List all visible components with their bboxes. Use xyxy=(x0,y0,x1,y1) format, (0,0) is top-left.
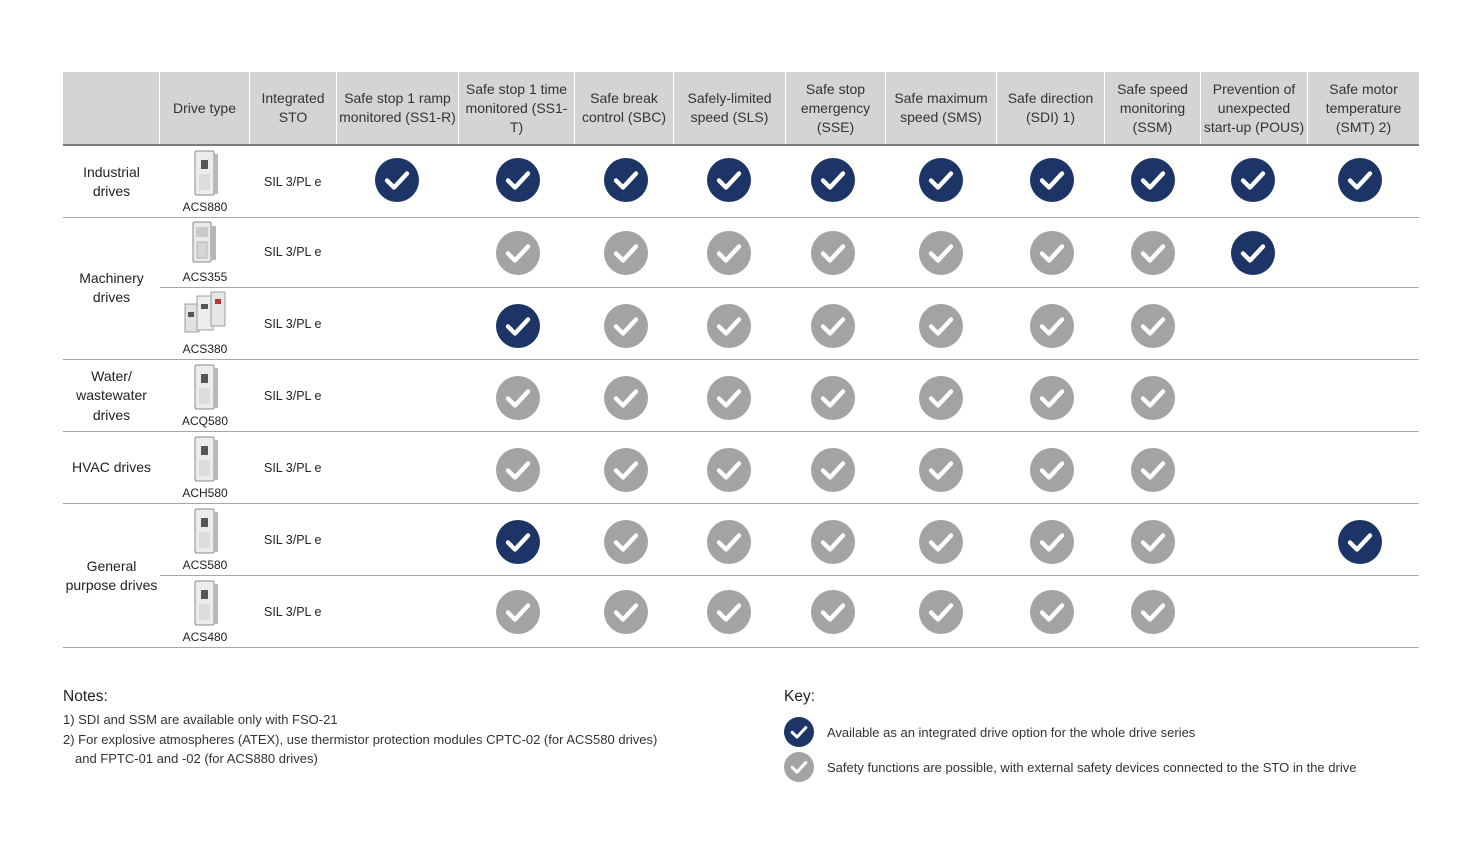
check-circle-dark-icon xyxy=(707,158,751,202)
check-circle-grey-icon xyxy=(811,376,855,420)
note-2: 2) For explosive atmospheres (ATEX), use thermistor protection modules CPTC-02 (for ACS580 drives) xyxy=(63,731,658,747)
check-circle-grey-icon xyxy=(496,376,540,420)
key-title: Key: xyxy=(784,688,816,705)
notes-title: Notes: xyxy=(63,688,108,705)
drive-model-label: ACH580 xyxy=(182,486,228,500)
check-circle-grey-icon xyxy=(496,590,540,634)
header-divider xyxy=(63,144,1419,146)
check-circle-dark-icon xyxy=(496,158,540,202)
check-circle-dark-icon xyxy=(784,717,814,747)
check-circle-dark-icon xyxy=(1231,231,1275,275)
check-circle-grey-icon xyxy=(1131,448,1175,492)
check-circle-grey-icon xyxy=(604,590,648,634)
header-cell: Safe break control (SBC) xyxy=(575,72,674,144)
integrated-sto-value: SIL 3/PL e xyxy=(264,461,322,475)
check-circle-grey-icon xyxy=(707,448,751,492)
drive-model-label: ACS380 xyxy=(182,342,228,356)
check-circle-grey-icon xyxy=(707,231,751,275)
check-circle-grey-icon xyxy=(919,231,963,275)
drive-model-label: ACS355 xyxy=(182,270,228,284)
drive-image xyxy=(182,218,228,275)
check-circle-grey-icon xyxy=(604,376,648,420)
row-group-label: Water/ wastewater drives xyxy=(76,367,147,423)
check-circle-grey-icon xyxy=(919,376,963,420)
row-group-label: HVAC drives xyxy=(71,459,152,476)
check-circle-grey-icon xyxy=(811,231,855,275)
check-circle-grey-icon xyxy=(811,448,855,492)
check-circle-dark-icon xyxy=(496,304,540,348)
header-cell: Safely-limited speed (SLS) xyxy=(674,72,786,144)
check-circle-grey-icon xyxy=(919,520,963,564)
row-divider xyxy=(63,503,1419,504)
check-circle-grey-icon xyxy=(1030,376,1074,420)
check-circle-dark-icon xyxy=(496,520,540,564)
check-circle-dark-icon xyxy=(811,158,855,202)
check-circle-grey-icon xyxy=(604,520,648,564)
check-circle-dark-icon xyxy=(1030,158,1074,202)
integrated-sto-value: SIL 3/PL e xyxy=(264,175,322,189)
drive-model-label: ACQ580 xyxy=(181,414,229,428)
check-circle-grey-icon xyxy=(496,448,540,492)
check-circle-dark-icon xyxy=(1338,520,1382,564)
header-cell: Integrated STO xyxy=(250,72,337,144)
check-circle-dark-icon xyxy=(604,158,648,202)
header-cell: Prevention of unexpected start-up (POUS) xyxy=(1201,72,1308,144)
check-circle-grey-icon xyxy=(1131,520,1175,564)
integrated-sto-value: SIL 3/PL e xyxy=(264,389,322,403)
row-group-label: General purpose drives xyxy=(65,557,158,593)
header-cell: Safe direction (SDI) 1) xyxy=(997,72,1105,144)
drive-image xyxy=(182,148,228,205)
header-cell: Safe speed monitoring (SSM) xyxy=(1105,72,1201,144)
row-group-label: Machinery drives xyxy=(79,269,144,305)
key-section xyxy=(784,688,1424,775)
check-circle-grey-icon xyxy=(707,590,751,634)
check-circle-dark-icon xyxy=(1231,158,1275,202)
drive-model-label: ACS480 xyxy=(182,630,228,644)
check-circle-grey-icon xyxy=(1030,448,1074,492)
row-divider xyxy=(63,431,1419,432)
check-circle-dark-icon xyxy=(919,158,963,202)
check-circle-grey-icon xyxy=(707,376,751,420)
check-circle-dark-icon xyxy=(375,158,419,202)
check-circle-grey-icon xyxy=(604,304,648,348)
check-circle-grey-icon xyxy=(1131,231,1175,275)
check-circle-grey-icon xyxy=(1030,520,1074,564)
check-circle-grey-icon xyxy=(811,304,855,348)
check-circle-grey-icon xyxy=(496,231,540,275)
header-cell: Safe maximum speed (SMS) xyxy=(886,72,997,144)
notes-section xyxy=(63,688,763,769)
key-item-full xyxy=(784,717,1195,747)
note-2-cont: and FPTC-01 and -02 (for ACS880 drives) xyxy=(75,751,318,766)
integrated-sto-value: SIL 3/PL e xyxy=(264,533,322,547)
header-cell: Drive type xyxy=(160,72,250,144)
integrated-sto-value: SIL 3/PL e xyxy=(264,605,322,619)
key-full-label: Available as an integrated drive option for the whole drive series xyxy=(827,724,1196,740)
check-circle-grey-icon xyxy=(919,448,963,492)
header-cell: Safe motor temperature (SMT) 2) xyxy=(1325,80,1402,135)
check-circle-grey-icon xyxy=(707,304,751,348)
integrated-sto-value: SIL 3/PL e xyxy=(264,245,322,259)
check-circle-grey-icon xyxy=(604,448,648,492)
check-circle-grey-icon xyxy=(1131,376,1175,420)
key-ext-label: Safety functions are possible, with external safety devices connected to the STO in the drive xyxy=(827,759,1357,775)
row-divider xyxy=(160,575,1419,576)
row-divider xyxy=(63,217,1419,218)
row-divider xyxy=(63,359,1419,360)
row-divider xyxy=(63,647,1419,648)
drive-image xyxy=(182,434,228,491)
drive-image xyxy=(182,578,228,635)
note-1: 1) SDI and SSM are available only with FSO-21 xyxy=(63,712,338,727)
drive-model-label: ACS880 xyxy=(182,200,228,214)
check-circle-grey-icon xyxy=(1030,304,1074,348)
check-circle-grey-icon xyxy=(811,590,855,634)
drive-image xyxy=(182,290,228,347)
check-circle-grey-icon xyxy=(1131,590,1175,634)
check-circle-dark-icon xyxy=(1131,158,1175,202)
check-circle-grey-icon xyxy=(1131,304,1175,348)
check-circle-grey-icon xyxy=(919,590,963,634)
check-circle-grey-icon xyxy=(1030,590,1074,634)
header-cell: Safe stop emergency (SSE) xyxy=(786,72,886,144)
header-cell-group xyxy=(63,72,160,144)
check-circle-grey-icon xyxy=(919,304,963,348)
header-cell: Safe stop 1 time monitored (SS1-T) xyxy=(459,72,575,144)
key-item-ext xyxy=(784,752,1356,782)
check-circle-grey-icon xyxy=(811,520,855,564)
drive-image xyxy=(182,506,228,563)
check-circle-grey-icon xyxy=(1030,231,1074,275)
row-group-label: Industrial drives xyxy=(83,163,140,199)
check-circle-grey-icon xyxy=(707,520,751,564)
drive-image xyxy=(182,362,228,419)
row-divider xyxy=(160,287,1419,288)
check-circle-grey-icon xyxy=(784,752,814,782)
check-circle-grey-icon xyxy=(604,231,648,275)
header-cell: Safe stop 1 ramp monitored (SS1-R) xyxy=(337,72,459,144)
drive-model-label: ACS580 xyxy=(182,558,228,572)
check-circle-dark-icon xyxy=(1338,158,1382,202)
integrated-sto-value: SIL 3/PL e xyxy=(264,317,322,331)
